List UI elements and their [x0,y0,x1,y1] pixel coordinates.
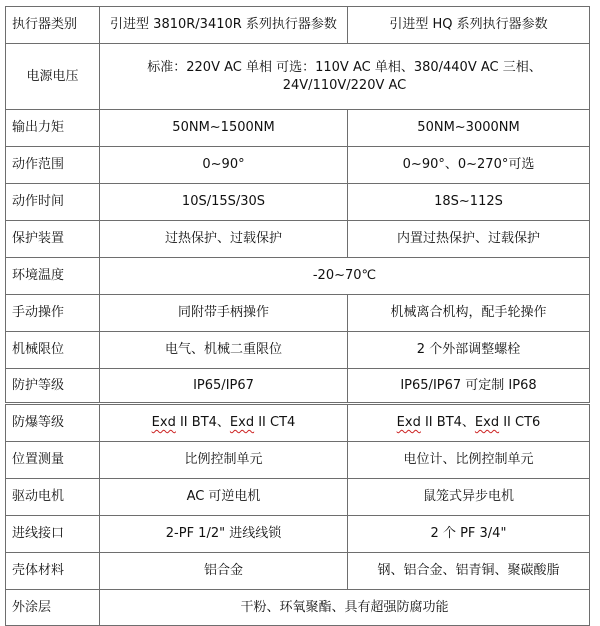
row-value-a: 2-PF 1/2" 进线线锁 [100,516,348,553]
row-label: 输出力矩 [6,110,100,147]
row-value-a: 0~90° [100,147,348,184]
coating-value: 干粉、环氧聚酯、具有超强防腐功能 [100,590,590,626]
row-value-a: 过热保护、过载保护 [100,221,348,258]
power-value [100,44,590,110]
header-col-a: 引进型 3810R/3410R 系列执行器参数 [100,7,348,44]
header-label: 执行器类别 [6,7,100,44]
row-value-b: 2 个 PF 3/4" [348,516,590,553]
row-label: 壳体材料 [6,553,100,590]
table-row [6,369,590,403]
table-row [6,184,590,221]
row-value-a: 电气、机械二重限位 [100,332,348,369]
explosion-value-b [348,405,590,442]
ambient-value: -20~70℃ [100,258,590,295]
row-label: 保护装置 [6,221,100,258]
header-col-b: 引进型 HQ 系列执行器参数 [348,7,590,44]
explosion-value-a [100,405,348,442]
explosion-b-end: II CT6 [499,415,541,430]
row-value-b: 18S~112S [348,184,590,221]
table-row [6,332,590,369]
row-value-a: 铝合金 [100,553,348,590]
row-value-a: AC 可逆电机 [100,479,348,516]
spec-table-2 [5,404,590,626]
row-label: 动作时间 [6,184,100,221]
row-label: 进线接口 [6,516,100,553]
explosion-row [6,405,590,442]
table-row [6,516,590,553]
exd-mark: Exd [474,415,500,430]
row-value-b: 内置过热保护、过载保护 [348,221,590,258]
row-value-b: 鼠笼式异步电机 [348,479,590,516]
row-label: 防护等级 [6,369,100,403]
row-label: 驱动电机 [6,479,100,516]
table-row [6,553,590,590]
row-value-b: 电位计、比例控制单元 [348,442,590,479]
explosion-a-mid: II BT4、 [175,415,230,430]
power-row [6,44,590,110]
explosion-a-end: II CT4 [254,415,296,430]
table-row [6,442,590,479]
explosion-label: 防爆等级 [6,405,100,442]
row-label: 动作范围 [6,147,100,184]
row-label: 机械限位 [6,332,100,369]
row-value-b: 钢、铝合金、铝青铜、聚碳酸脂 [348,553,590,590]
row-value-a: IP65/IP67 [100,369,348,403]
row-value-a: 10S/15S/30S [100,184,348,221]
table-row [6,110,590,147]
row-label: 位置测量 [6,442,100,479]
row-value-b: 2 个外部调整螺栓 [348,332,590,369]
coating-label: 外涂层 [6,590,100,626]
table-row [6,295,590,332]
row-value-a: 50NM~1500NM [100,110,348,147]
power-line-2: 24V/110V/220V AC [282,77,407,93]
row-value-b: IP65/IP67 可定制 IP68 [348,369,590,403]
header-row [6,7,590,44]
row-value-a: 同附带手柄操作 [100,295,348,332]
spec-table-1 [5,6,590,403]
row-value-b: 0~90°、0~270°可选 [348,147,590,184]
row-label: 手动操作 [6,295,100,332]
exd-mark: Exd [151,415,176,430]
power-label: 电源电压 [6,44,100,110]
exd-mark: Exd [229,415,255,430]
row-value-b: 机械离合机构，配手轮操作 [348,295,590,332]
ambient-label: 环境温度 [6,258,100,295]
power-line-1: 标准：220V AC 单相 可选：110V AC 单相、380/440V AC 三相、 [147,59,542,75]
explosion-b-mid: II BT4、 [420,415,475,430]
row-value-a: 比例控制单元 [100,442,348,479]
coating-row [6,590,590,626]
row-value-b: 50NM~3000NM [348,110,590,147]
table-row [6,221,590,258]
table-row [6,479,590,516]
ambient-row [6,258,590,295]
exd-mark: Exd [396,415,421,430]
table-row [6,147,590,184]
